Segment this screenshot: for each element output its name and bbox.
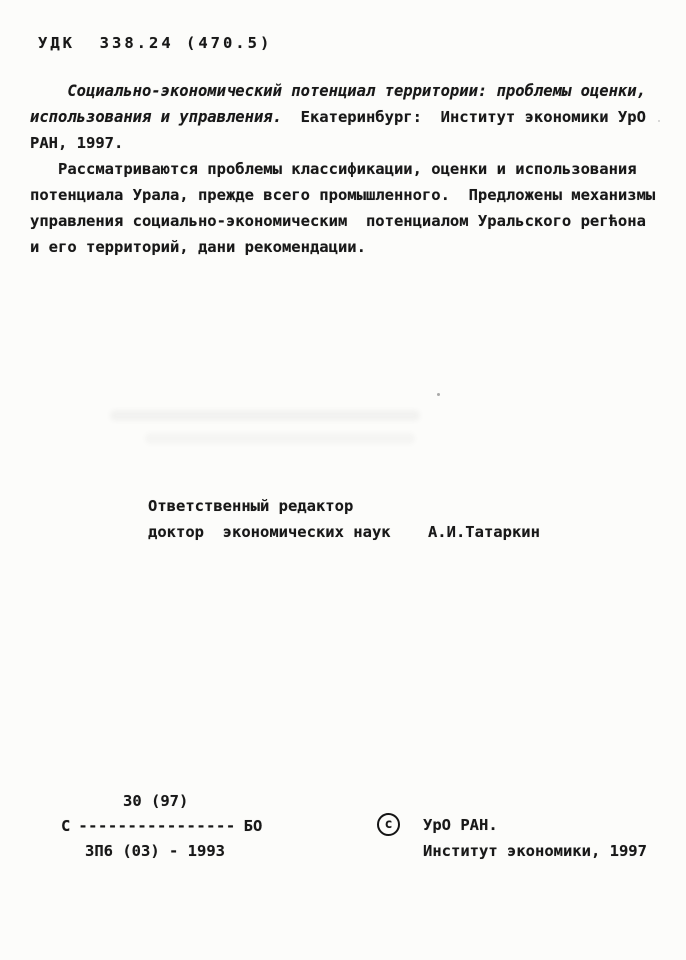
copyright-symbol-letter: с (384, 817, 393, 832)
udc-code: УДК 338.24 (470.5) (38, 34, 273, 52)
imprint-text-block (30, 78, 670, 260)
abstract-line: управления социально-экономическим потенциалом Уральского регћона (30, 212, 646, 230)
copyright-icon (377, 813, 400, 836)
catalog-right-letters: БО (243, 817, 263, 835)
page-bleed-through-ghost (110, 410, 420, 421)
copyright-publisher-year: Институт экономики, 1997 (423, 842, 647, 860)
abstract-line: потенциала Урала, прежде всего промышленного. Предложены механизмы (30, 186, 656, 204)
catalog-dash-rule: ---------------- (78, 817, 236, 835)
catalog-denominator: ЗП6 (03) - 1993 (85, 842, 225, 860)
responsible-editor-block (148, 493, 540, 545)
catalog-numerator: 30 (97) (123, 792, 189, 810)
bibliographic-description-line: РАН, 1997. (30, 134, 124, 152)
catalog-left-letter: С (61, 817, 71, 835)
bibliographic-description-line: Социально-экономический потенциал территории: проблемы оценки, (30, 82, 646, 100)
editor-name-line: доктор экономических наук А.И.Татаркин (148, 523, 540, 541)
abstract-line: и его территорий, дани рекомендации. (30, 238, 366, 256)
scan-speck (437, 393, 440, 396)
editor-role-line: Ответственный редактор (148, 497, 354, 515)
bibliographic-description-line (30, 104, 670, 130)
copyright-lines (423, 812, 647, 864)
copyright-block (377, 812, 647, 864)
abstract-line: Рассматриваются проблемы классификации, оценки и использования (30, 160, 637, 178)
catalog-classification-stamp (61, 789, 262, 864)
copyright-holder: УрО РАН. (423, 816, 498, 834)
bib-title-fragment: использования и управления. (30, 108, 282, 126)
catalog-rule-line (61, 814, 262, 839)
bib-publisher-fragment: Екатеринбург: Институт экономики УрО (281, 108, 646, 126)
scan-speck (658, 120, 660, 122)
page-bleed-through-ghost (145, 433, 415, 444)
